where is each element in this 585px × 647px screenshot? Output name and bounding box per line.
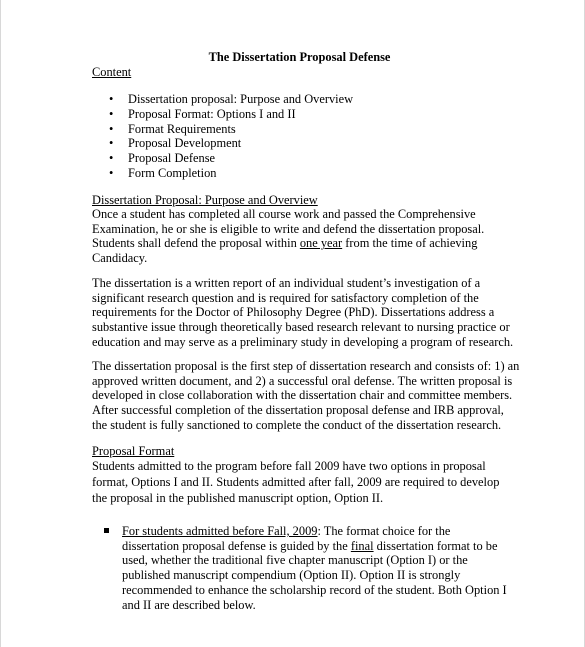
toc-item: • Proposal Defense [109,151,216,166]
toc-item: • Proposal Format: Options I and II [109,106,296,121]
toc-item: • Proposal Development [109,136,242,151]
toc-item: • Dissertation proposal: Purpose and Overview [109,92,354,106]
bullet-icon: • [109,106,114,121]
toc-item: • Format Requirements [109,121,236,136]
paragraph-format-options: Students admitted to the program before fall 2009 have two options in proposal format, Options I and II. Students admitted after fall, 2009 are required to develop the proposal in the published manuscript option, Option II. [92,459,500,505]
paragraph-dissertation-definition: The dissertation is a written report of an individual student’s investigation of a significant research question and is required for satisfactory completion of the requirements for the Doctor of Philosophy Degree (PhD). Dissertations address a substantive issue through theoretically based research relevant to nursing practice or education and may serve as a preliminary study in developing a program of research. [92,276,514,349]
paragraph-proposal-steps: The dissertation proposal is the first step of dissertation research and consists of: 1) an approved written document, and 2) a successful oral defense. The written proposal is developed in close collaboration with the dissertation chair and committee members. After successful completion of the dissertation proposal defense and IRB approval, the student is fully sanctioned to complete the conduct of the dissertation research. [92,359,520,432]
bullet-icon: • [109,151,114,166]
document-title: The Dissertation Proposal Defense [208,50,391,64]
bullet-icon: • [109,165,114,180]
section-heading-format: Proposal Format [92,444,175,458]
bullet-icon: • [109,136,114,151]
bullet-icon: • [109,121,114,136]
square-bullet-icon [104,528,109,533]
content-heading: Content [92,65,132,79]
section-heading-purpose: Dissertation Proposal: Purpose and Overview [92,193,318,207]
table-of-contents [107,92,353,181]
bullet-icon: • [109,92,114,106]
document-page: The Dissertation Proposal Defense Content • Dissertation proposal: Purpose and Overview • Proposal Format: Options I and II • Format Requirements • Proposal Development • Proposal Defense • Form Completion Dissertation Proposal: Purpose and Overview Once a student has completed all course work and passed the Comprehensive Examination, he or she is eligible to write and defend the dissertation proposal. Students shall defend the proposal within one year from the time of achieving Candidacy. The dissertation is a written report of an individual student’s investigation of a significant research question and is required for satisfactory completion of the requirements for the Doctor of Philosophy Degree (PhD). Dissertations address a substantive issue through theoretically based research relevant to nursing practice or education and may serve as a preliminary study in developing a program of research. The dissertation proposal is the first step of dissertation research and consists of: 1) an approved written document, and 2) a successful oral defense. The written proposal is developed in close collaboration with the dissertation chair and committee members. After successful completion of the dissertation proposal defense and IRB approval, the student is fully sanctioned to complete the conduct of the dissertation research. Proposal Format Students admitted to the program before fall 2009 have two options in proposal format, Options I and II. Students admitted after fall, 2009 are required to develop the proposal in the published manuscript option, Option II. For students admitted before Fall, 2009: The format choice for the dissertation proposal defense is guided by the final dissertation format to be used, whether the traditional five chapter manuscript (Option I) or the published manuscript compendium (Option II). Option II is strongly recommended to enhance the scholarship record of the student. Both Option I and II are described below. [0,0,585,647]
paragraph-eligibility: Once a student has completed all course work and passed the Comprehensive Examination, he or she is eligible to write and defend the dissertation proposal. Students shall defend the proposal within one year from the time of achieving Candidacy. [92,207,485,266]
toc-item: • Form Completion [109,165,217,180]
